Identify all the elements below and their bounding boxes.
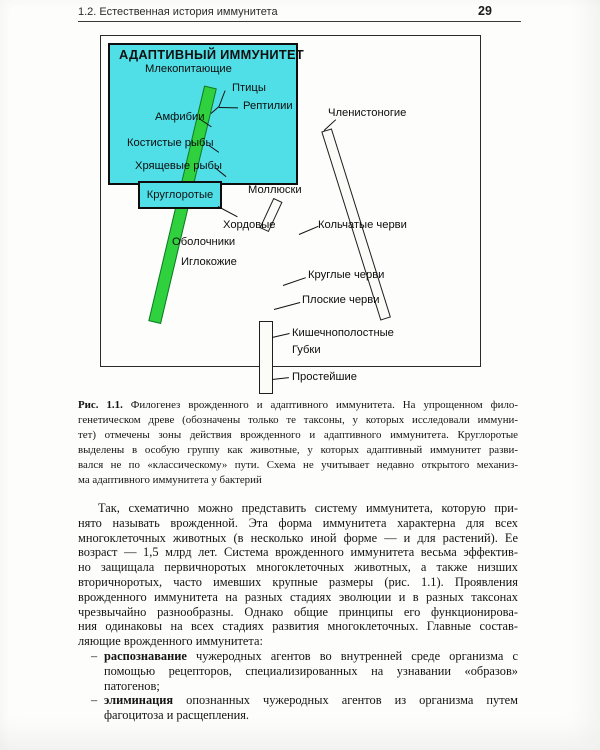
- text-line: Так, схематично можно представить систему иммунитета, которую при-: [98, 501, 518, 515]
- tree-trunk: [259, 321, 273, 394]
- taxon-label-amphibians: Амфибии: [155, 111, 205, 123]
- text-line: врожденного иммунитета на разных стадиях эволюции и в разных таксонах: [78, 589, 518, 604]
- taxon-label-roundworms: Круглые черви: [308, 269, 385, 281]
- taxon-label-flatworms: Плоские черви: [302, 294, 380, 306]
- text-line: нято называть врожденной. Эта форма иммунитета характерна для всех: [78, 515, 518, 530]
- text-line: – распознавание чужеродных агентов во внутренней среде организма с: [91, 648, 518, 663]
- text-line: ляющие врожденного иммунитета:: [78, 634, 263, 649]
- taxon-label-protozoa: Простейшие: [292, 371, 357, 383]
- text-line: генетическом древе (обозначены только те таксоны, у которых исследовали иммуни-: [78, 413, 518, 426]
- taxon-label-bony-fish: Костистые рыбы: [127, 137, 214, 149]
- body-text: [78, 501, 518, 723]
- taxon-label-annelids: Кольчатые черви: [318, 219, 407, 231]
- text-line: вался не по «классическому» пути. Схема не учитывает недавно открытого механиз-: [78, 458, 518, 471]
- taxon-label-coelenterates: Кишечнополостные: [292, 327, 394, 339]
- taxon-label-cyclostomes: Круглоротые: [146, 189, 214, 201]
- taxon-label-tunicates: Оболочники: [172, 236, 236, 248]
- taxon-label-cartilaginous-fish: Хрящевые рыбы: [135, 160, 222, 172]
- text-line: фагоцитоза и расщепления.: [104, 708, 250, 723]
- taxon-label-chordates: Хордовые: [223, 219, 276, 231]
- taxon-label-sponges: Губки: [292, 344, 321, 356]
- taxon-label-mammals: Млекопитающие: [145, 63, 232, 75]
- text-line: патогенов;: [104, 678, 160, 693]
- text-line: чрезвычайно разнообразны. Однако общие принципы его функционирова-: [78, 604, 518, 619]
- text-line: Рис. 1.1. Филогенез врожденного и адаптивного иммунитета. На упрощенном фило-: [78, 399, 518, 411]
- taxon-label-birds: Птицы: [232, 82, 266, 94]
- taxon-label-reptiles: Рептилии: [243, 100, 293, 112]
- text-line: возраст — 1,5 млрд лет. Система врожденного иммунитета весьма эффектив-: [78, 545, 518, 560]
- text-line: но защищала первичноротых многоклеточных животных, а также низших: [78, 560, 518, 575]
- connector-line: [272, 377, 289, 380]
- text-line: – элиминация опознанных чужеродных агентов из организма путем: [91, 693, 518, 708]
- text-line: ма адаптивного иммунитета у бактерий: [78, 473, 262, 486]
- running-head-section: 1.2. Естественная история иммунитета: [78, 6, 278, 18]
- running-head-rule: [78, 21, 521, 22]
- page-number: 29: [478, 4, 492, 18]
- text-line: выделены в особую группу как животные, у которых адаптивный иммунитет разви-: [78, 443, 518, 456]
- taxon-label-echinoderms: Иглокожие: [181, 256, 237, 268]
- adaptive-immunity-zone-title: АДАПТИВНЫЙ ИММУНИТЕТ: [119, 47, 304, 62]
- text-line: помощью рецепторов, специализированных на узнавании «образов»: [104, 663, 518, 678]
- text-line: тет) отмечены зоны действия врожденного и адаптивного иммунитета. Круглоротые: [78, 428, 518, 441]
- taxon-label-mollusks: Моллюски: [248, 184, 302, 196]
- taxon-label-arthropods: Членистоногие: [328, 107, 407, 119]
- cyclostomes-box: [138, 181, 222, 209]
- text-line: вторичноротых, часто имевших крупные размеры (рис. 1.1). Проявления: [78, 574, 518, 589]
- text-line: многоклеточных животных (в несколько иной форме — и для растений). Ее: [78, 530, 518, 545]
- text-line: ния одинаковы на всех стадиях развития многоклеточных. Главные состав-: [78, 619, 518, 634]
- figure-caption: [78, 398, 518, 487]
